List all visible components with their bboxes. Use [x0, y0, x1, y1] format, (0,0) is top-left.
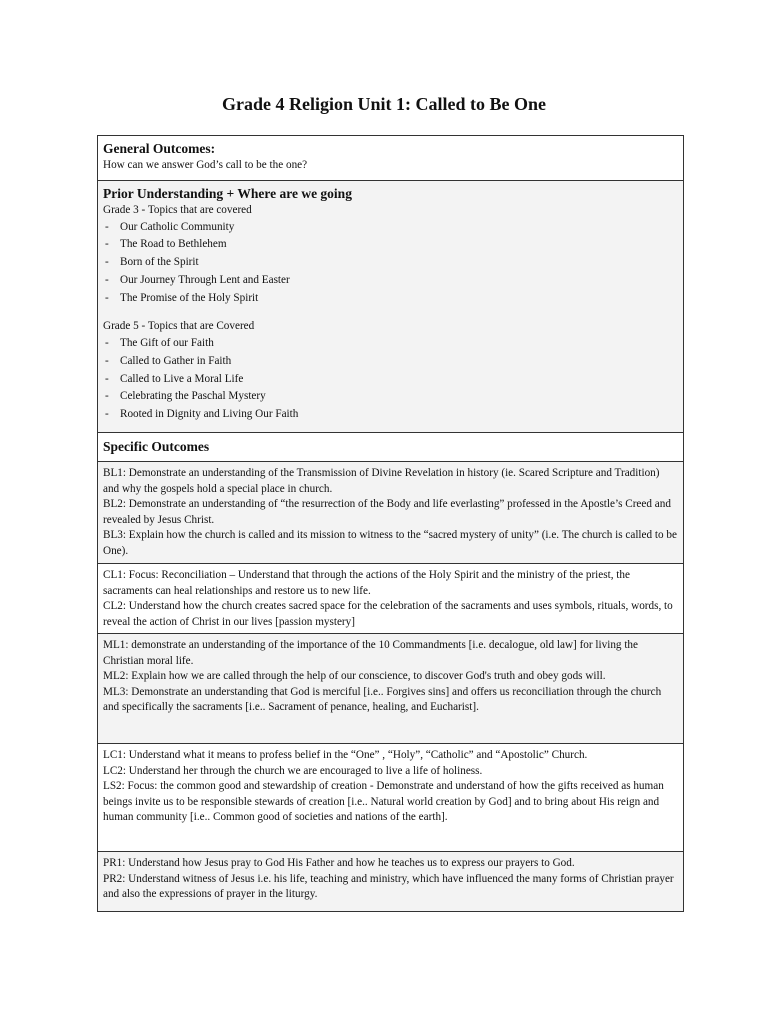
ml-outcomes-cell [98, 633, 683, 743]
list-item: - Called to Live a Moral Life [103, 371, 678, 389]
outcome-cl2: CL2: Understand how the church creates sacred space for the celebration of the sacraments and uses symbols, rituals, words, to reveal the action of Christ in our lives [passion mystery] [103, 600, 673, 628]
grade5-label: Grade 5 - Topics that are Covered [103, 320, 255, 333]
prior-understanding-cell [98, 180, 683, 432]
outcome-bl3: BL3: Explain how the church is called and its mission to witness to the “sacred mystery of unity” (i.e. The church is called to be One). [103, 529, 677, 557]
outcome-pr1: PR1: Understand how Jesus pray to God His Father and how he teaches us to express our prayers to God. [103, 857, 575, 869]
outcome-ls2: LS2: Focus: the common good and stewardship of creation - Demonstrate and understand of how the gifts received as human beings invite us to be responsible stewards of creation [i.e.. Natural world creation by God] and to bring about His reign and human community [i.e.. Common good of societies and nations of the earth]. [103, 780, 664, 823]
general-outcomes-text: How can we answer God’s call to be the one? [103, 159, 308, 171]
cl-outcomes-cell [98, 563, 683, 633]
outcome-ml2: ML2: Explain how we are called through the help of our conscience, to discover God's truth and obey gods will. [103, 670, 606, 682]
grade5-topic-list [103, 335, 678, 424]
specific-outcomes-heading: Specific Outcomes [103, 439, 210, 454]
list-item: - Our Journey Through Lent and Easter [103, 272, 678, 290]
grade3-topic-list [103, 219, 678, 308]
list-item: - Our Catholic Community [103, 219, 678, 237]
list-item: - The Gift of our Faith [103, 335, 678, 353]
list-item: - Rooted in Dignity and Living Our Faith [103, 406, 678, 424]
outcomes-table [97, 135, 684, 912]
lc-outcomes-cell [98, 743, 683, 851]
list-item: - Born of the Spirit [103, 254, 678, 272]
list-item: - Celebrating the Paschal Mystery [103, 388, 678, 406]
list-item: - The Road to Bethlehem [103, 236, 678, 254]
pr-outcomes-cell [98, 851, 683, 911]
outcome-pr2: PR2: Understand witness of Jesus i.e. his life, teaching and ministry, which have influenced the many forms of Christian prayer and also the expressions of prayer in the liturgy. [103, 872, 674, 900]
outcome-cl1: CL1: Focus: Reconciliation – Understand that through the actions of the Holy Spirit and the ministry of the priest, the sacraments can heal relationships and restore us to new life. [103, 569, 630, 597]
general-outcomes-cell [98, 136, 683, 180]
outcome-lc2: LC2: Understand her through the church we are encouraged to live a life of holiness. [103, 764, 483, 777]
outcome-lc1: LC1: Understand what it means to profess belief in the “One” , “Holy”, “Catholic” and “Apostolic” Church. [103, 749, 588, 761]
outcome-ml3: ML3: Demonstrate an understanding that God is merciful [i.e.. Forgives sins] and offers us reconciliation through the church and specifically the sacraments [i.e.. Sacrament of penance, healing, and Eucharist]. [103, 685, 662, 713]
outcome-ml1: ML1: demonstrate an understanding of the importance of the 10 Commandments [i.e. decalogue, old law] for living the Christian moral life. [103, 639, 638, 667]
general-outcomes-heading: General Outcomes: [103, 141, 216, 156]
list-item: - The Promise of the Holy Spirit [103, 290, 678, 308]
outcome-bl2: BL2: Demonstrate an understanding of “the resurrection of the Body and life everlasting” professed in the Apostle’s Creed and revealed by Jesus Christ. [103, 498, 671, 526]
bl-outcomes-cell [98, 461, 683, 563]
outcome-bl1: BL1: Demonstrate an understanding of the Transmission of Divine Revelation in history (ie. Scared Scripture and Tradition) and why the gospels hold a special place in church. [103, 467, 660, 495]
prior-understanding-heading: Prior Understanding + Where are we going [103, 186, 352, 201]
grade3-label: Grade 3 - Topics that are covered [103, 204, 252, 216]
specific-outcomes-heading-cell [98, 432, 683, 461]
page-title: Grade 4 Religion Unit 1: Called to Be One [222, 94, 546, 114]
list-item: - Called to Gather in Faith [103, 353, 678, 371]
